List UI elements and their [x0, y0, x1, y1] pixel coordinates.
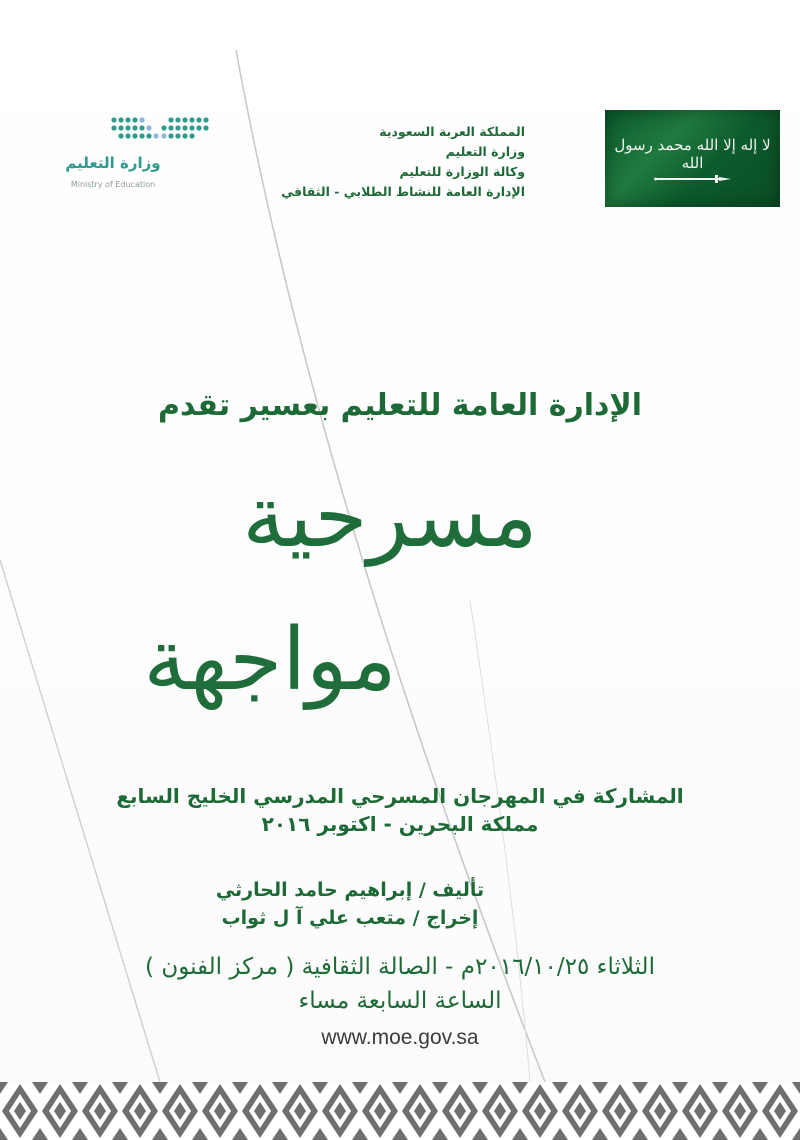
- credits: [100, 876, 600, 932]
- date-venue: الثلاثاء ٢٠١٦/١٠/٢٥م - الصالة الثقافية ( مركز الفنون ): [145, 954, 655, 980]
- sword-icon: [653, 174, 733, 184]
- gov-line-department: الإدارة العامة للنشاط الطلابي - الثقافي: [281, 184, 525, 199]
- play-label: مسرحية: [242, 467, 538, 567]
- saudi-flag: [605, 110, 780, 207]
- presenter-line: الإدارة العامة للتعليم بعسير تقدم: [157, 388, 643, 423]
- play-title: مواجهة: [143, 610, 397, 710]
- website-link[interactable]: www.moe.gov.sa: [321, 1026, 479, 1049]
- gov-line-ministry: وزارة التعليم: [445, 144, 525, 159]
- gov-line-agency: وكالة الوزارة للتعليم: [399, 164, 525, 179]
- schedule: [60, 950, 740, 1018]
- bottom-pattern-border: [0, 1082, 800, 1140]
- director-credit: إخراج / متعب علي آ ل ثواب: [221, 907, 479, 929]
- festival-line: المشاركة في المهرجان المسرحي المدرسي الخليج السابع: [116, 784, 684, 808]
- logo-dots-icon: [108, 114, 218, 146]
- festival-location-date: مملكة البحرين - اكتوبر ٢٠١٦: [261, 812, 539, 836]
- logo-arabic-text: وزارة التعليم: [65, 154, 161, 172]
- flag-shahada: لا إله إلا الله محمد رسول الله: [614, 136, 771, 172]
- author-credit: تأليف / إبراهيم حامد الحارثي: [215, 879, 485, 901]
- show-time: الساعة السابعة مساء: [298, 988, 502, 1014]
- government-heading: [255, 122, 525, 202]
- gov-line-kingdom: المملكة العربة السعودية: [379, 124, 525, 139]
- ministry-logo: [60, 110, 220, 195]
- festival-info: [80, 782, 720, 838]
- logo-english-text: Ministry of Education: [70, 180, 156, 189]
